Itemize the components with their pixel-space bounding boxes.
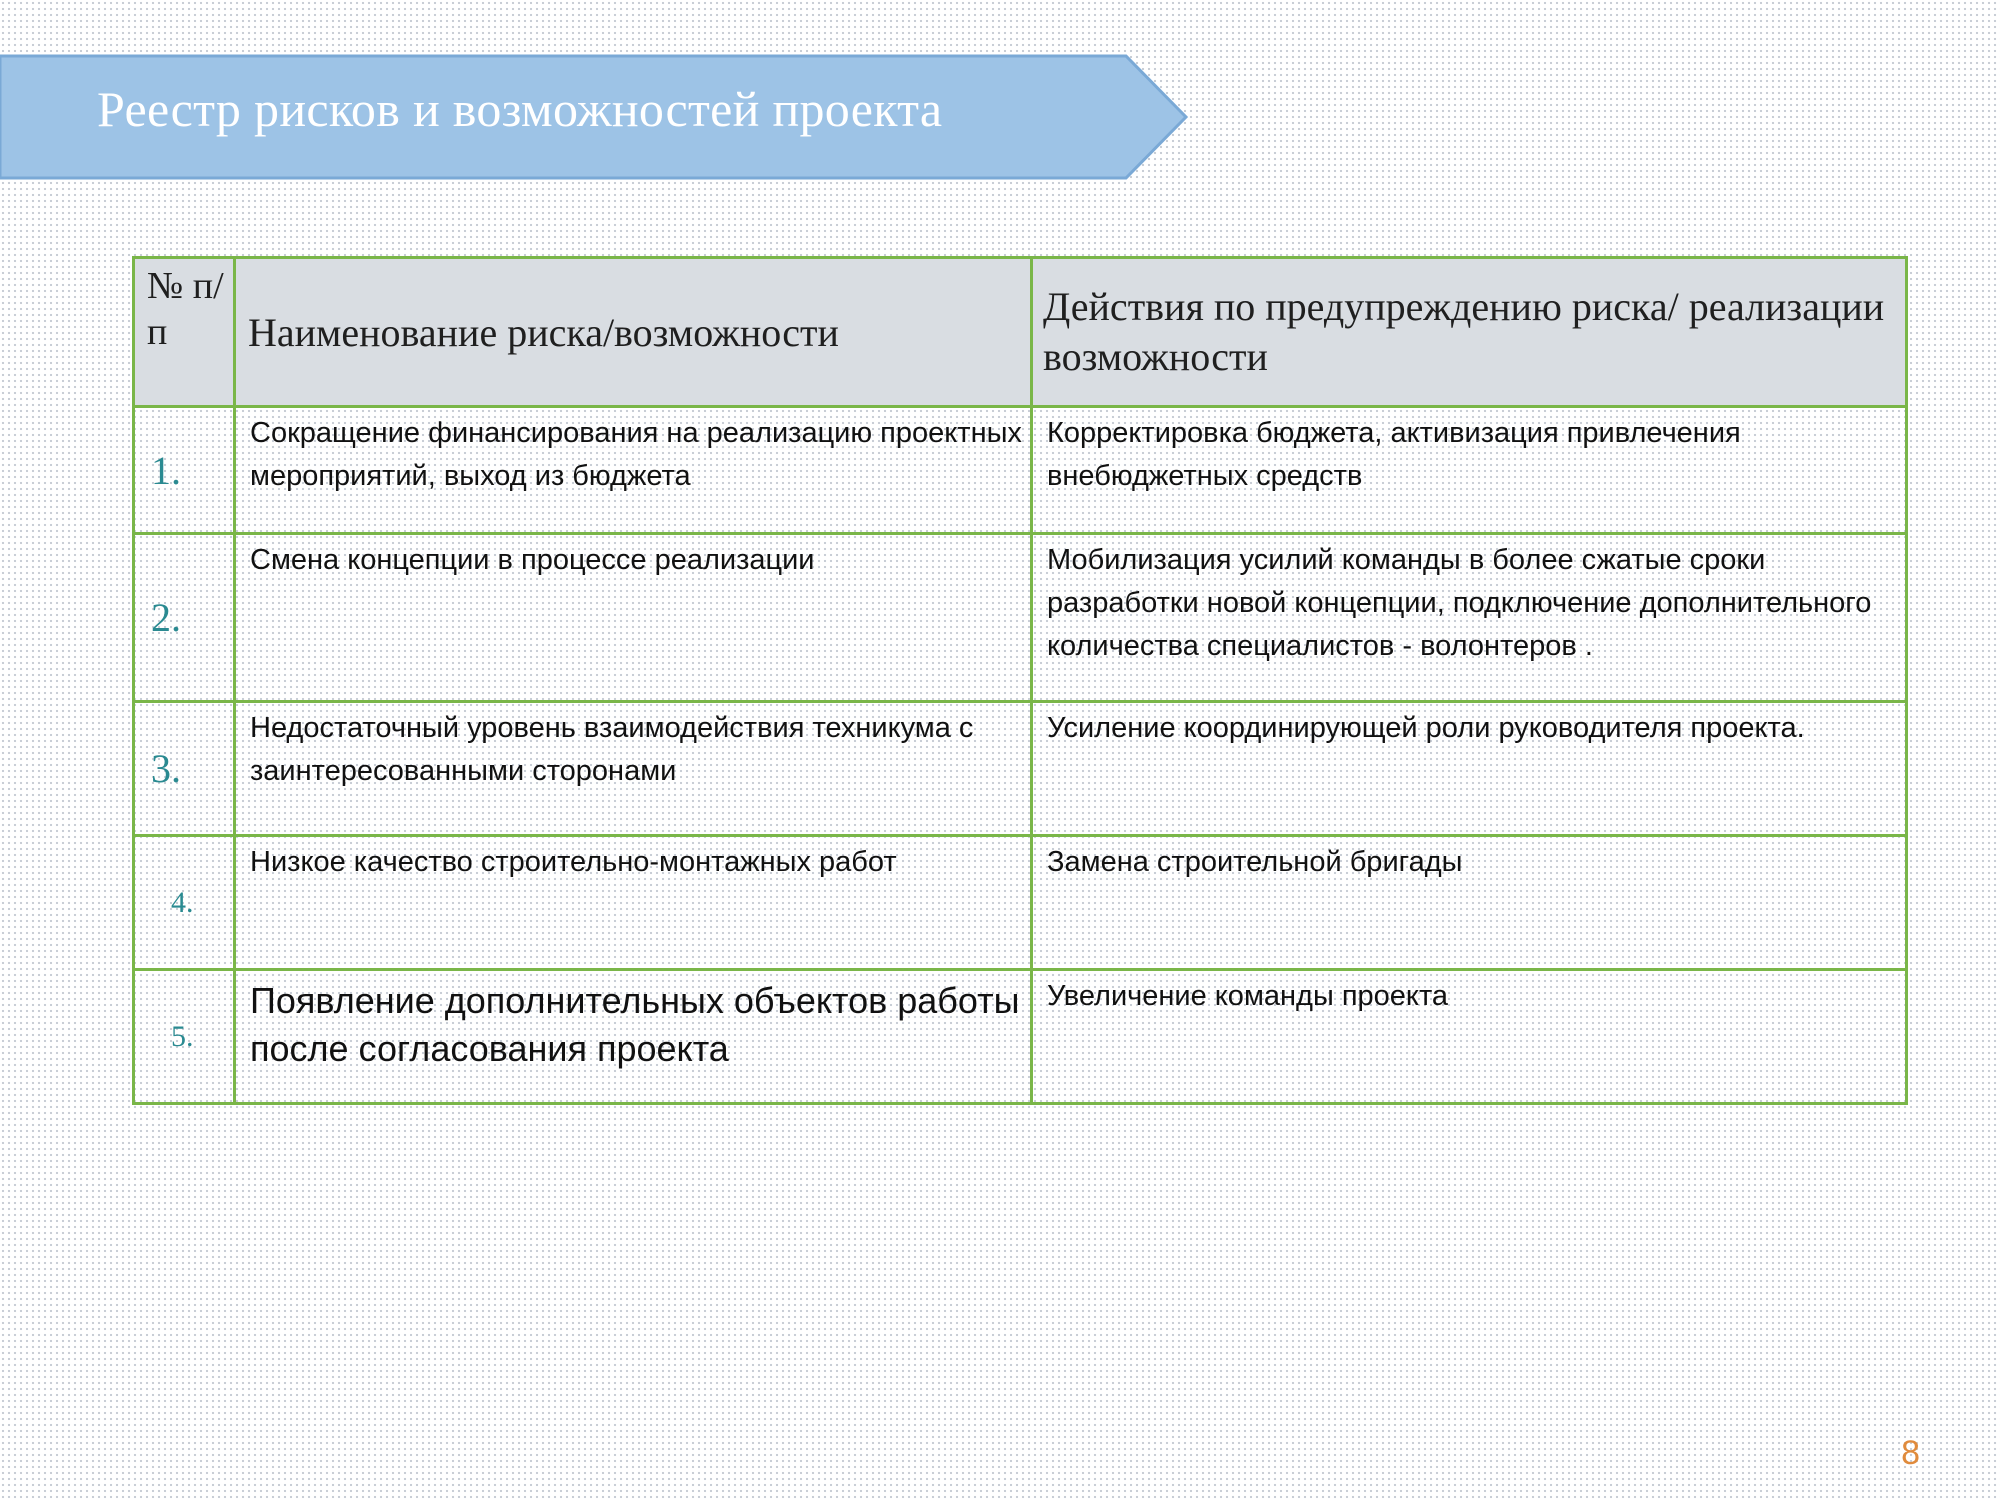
- slide-title: Реестр рисков и возможностей проекта: [97, 81, 943, 137]
- risk-name-cell: Недостаточный уровень взаимодействия техникума с заинтересованными сторонами: [235, 702, 1032, 836]
- header-action: Действия по предупреждению риска/ реализации возможности: [1032, 258, 1907, 407]
- header-number: № п/п: [134, 258, 235, 407]
- action-cell: Усиление координирующей роли руководителя проекта.: [1032, 702, 1907, 836]
- row-number: 1.: [134, 407, 235, 534]
- row-number: 3.: [134, 702, 235, 836]
- action-cell: Корректировка бюджета, активизация привлечения внебюджетных средств: [1032, 407, 1907, 534]
- risk-name-cell: Появление дополнительных объектов работы после согласования проекта: [235, 970, 1032, 1104]
- table-row: [134, 407, 1907, 534]
- page-number: 8: [1901, 1434, 1920, 1472]
- row-number: 2.: [134, 534, 235, 702]
- risk-name-cell: Смена концепции в процессе реализации: [235, 534, 1032, 702]
- title-banner: [0, 54, 1190, 180]
- risk-register-table: [132, 256, 1908, 1105]
- table-row: [134, 970, 1907, 1104]
- header-risk-name: Наименование риска/возможности: [235, 258, 1032, 407]
- row-number: 5.: [134, 970, 235, 1104]
- table-row: [134, 534, 1907, 702]
- table-row: [134, 836, 1907, 970]
- table-header-row: [134, 258, 1907, 407]
- row-number: 4.: [134, 836, 235, 970]
- risk-name-cell: Сокращение финансирования на реализацию проектных мероприятий, выход из бюджета: [235, 407, 1032, 534]
- table-row: [134, 702, 1907, 836]
- action-cell: Замена строительной бригады: [1032, 836, 1907, 970]
- action-cell: Увеличение команды проекта: [1032, 970, 1907, 1104]
- risk-name-cell: Низкое качество строительно-монтажных работ: [235, 836, 1032, 970]
- action-cell: Мобилизация усилий команды в более сжатые сроки разработки новой концепции, подключение дополнительного количества специалистов - волонтеров .: [1032, 534, 1907, 702]
